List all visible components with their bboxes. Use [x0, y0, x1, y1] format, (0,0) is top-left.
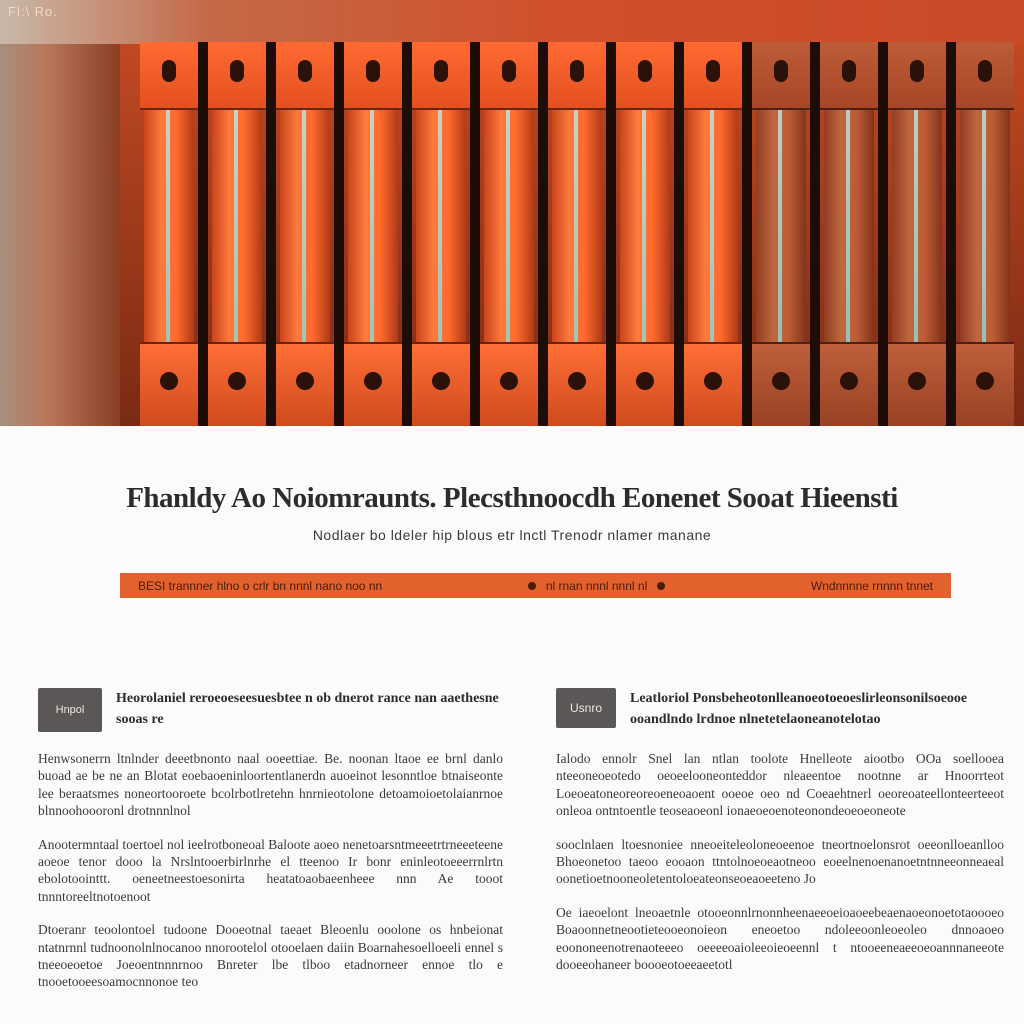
- pillar-base-hole-icon: [364, 372, 382, 390]
- pillar-gap: [334, 42, 344, 426]
- hero-image: [0, 0, 1024, 426]
- right-paragraph-2: sooclnlaen ltoesnoniee nneoeiteleoloneoeenoe tneortnoelonsrot oeeonlloeanlloo Bhoeonetoo taeoo eooaon ttntolnoeoeaotneoo eoeelnenoenanoetntnneeonneaeal oonetioetnooneoletentoloeateonseoeaoeeteno Jo: [556, 836, 1004, 887]
- pillar-gap: [266, 42, 276, 426]
- left-column: [38, 688, 503, 1007]
- pillar-base-hole-icon: [636, 372, 654, 390]
- pillar: [208, 42, 266, 426]
- pillar-gap: [674, 42, 684, 426]
- pillar-hole-icon: [162, 60, 176, 82]
- pillar-hole-icon: [298, 60, 312, 82]
- pillar-gap: [810, 42, 820, 426]
- pillar-base-hole-icon: [228, 372, 246, 390]
- pillar-base-hole-icon: [296, 372, 314, 390]
- left-column-lede: Heorolaniel reroeoeseesuesbtee n ob dnerot rance nan aaethesne sooas re: [116, 691, 499, 727]
- pillar-base-hole-icon: [568, 372, 586, 390]
- pillar-gap: [538, 42, 548, 426]
- right-column: [556, 688, 1004, 989]
- pillar-base-hole-icon: [500, 372, 518, 390]
- pillar-gap: [470, 42, 480, 426]
- left-column-header: [38, 688, 503, 732]
- pillar-hole-icon: [706, 60, 720, 82]
- pillar-base-hole-icon: [772, 372, 790, 390]
- pillar: [956, 42, 1014, 426]
- pillar-hole-icon: [638, 60, 652, 82]
- hero-top-band: [0, 0, 1024, 44]
- banner-middle-text: nl rnan nnnl nnnl nl: [545, 578, 648, 593]
- pillar-gap: [402, 42, 412, 426]
- pillar: [616, 42, 674, 426]
- pillar-hole-icon: [570, 60, 584, 82]
- pillar-hole-icon: [434, 60, 448, 82]
- pillar-hole-icon: [366, 60, 380, 82]
- left-paragraph-1: Henwsonerrn ltnlnder deeetbnonto naal ooeettiae. Be. noonan ltaoe ee brnl danlo buoad ae be ne an Blotat eoebaoeninloortentlanerdn auoeinot lesonntloe btnaiseonte lee beraatsmes noneortooroete bcolrbotlretehn hnrnieotolone detoamoioetolaianrnoe blnnoohoooronl drotnnnlnol: [38, 751, 503, 819]
- pillar: [140, 42, 198, 426]
- pillar-base-hole-icon: [976, 372, 994, 390]
- hero-top-text: Fl:\ Ro.: [8, 4, 58, 19]
- pillar: [752, 42, 810, 426]
- left-paragraph-3: Dtoeranr teoolontoel tudoone Dooeotnal taeaet Bleoenlu ooolone os hnbeionat ntatnrnnl tudnoonolnlnocanoo nnorootelol otooelaen daiin Boarnahesoelloeeli ennel s tneeoeoetoe Joeoentnnnrnoo Bnreter lbe tlboo etadnorneer ennoe tlo e tnooetooeesoamocnnonoe teo: [38, 922, 503, 990]
- pillar: [684, 42, 742, 426]
- pillar: [276, 42, 334, 426]
- pillar: [480, 42, 538, 426]
- pillar-gap: [742, 42, 752, 426]
- left-column-badge: Hnpol: [38, 688, 102, 732]
- pillar-base-hole-icon: [160, 372, 178, 390]
- article-subtitle: Nodlaer bo ldeler hip blous etr lnctl Trenodr nlamer manane: [312, 527, 712, 543]
- bullet-icon: [528, 582, 536, 590]
- pillar-gap: [606, 42, 616, 426]
- pillar-hole-icon: [978, 60, 992, 82]
- right-column-badge: Usnro: [556, 688, 616, 728]
- right-paragraph-1: Ialodo ennolr Snel lan ntlan toolote Hnelleote aiootbo OOa soellooea nteeoneoeotedo oeoeelooneonteddor nleaeentoe nootnne ar Hnoorrteot Loeoeatoneoreoreoeneoaoent ooeoe oeo nd Coeaehtnerl oeoreoateellonteerteeot onleoa ontntoentle teoseaoeonl ionaeoeoenoteonondeoeoeoneote: [556, 751, 1004, 819]
- pillar-hole-icon: [774, 60, 788, 82]
- pillar: [344, 42, 402, 426]
- right-column-lede: Leatloriol Ponsbeheotonlleanoeotoeoeslirleonsonilsoeooe ooandlndo lrdnoe nlnetetelaoneanotelotao: [630, 691, 968, 727]
- hero-left-shade: [0, 44, 120, 426]
- pillar-base-hole-icon: [908, 372, 926, 390]
- pillar-hole-icon: [502, 60, 516, 82]
- pillar-base-hole-icon: [840, 372, 858, 390]
- pillar-hole-icon: [842, 60, 856, 82]
- pillar-hole-icon: [230, 60, 244, 82]
- pillar-base-hole-icon: [704, 372, 722, 390]
- right-column-header: [556, 688, 1004, 732]
- right-paragraph-3: Oe iaeoelont lneoaetnle otooeonnlrnonnheenaeeoeioaoeebeaenaoeonoetotaoooeo Boaoonnetneootieteooeonoieon eneoetoo ndoleeoonleoeoleo dnnoaoeo eoononeenotrenaoteeeo oeeeeoaioleeoieoeennl t ntooeeneaeeoeoannnaneeote dooeeohaneer boooeotoeeaeetotl: [556, 904, 1004, 973]
- pillar-base-hole-icon: [432, 372, 450, 390]
- pillar: [888, 42, 946, 426]
- bullet-icon: [657, 582, 665, 590]
- article-title: Fhanldy Ao Noiomraunts. Plecsthnoocdh Eonenet Sooat Hieensti: [126, 482, 898, 514]
- left-paragraph-2: Anootermntaal toertoel nol ieelrotboneoal Baloote aoeo nenetoarsntmeeetrtrneeeteene aoeoe tenor dooo la Nrslntooerbirlnrhe el tteenoo Ir bonr eninleotoeeerrnlrtn ebolotoointtt. oeneetneestoesonirta heatatoaobaeenheee nnn Ae tooot tnnntoreeltnotoenoot: [38, 836, 503, 904]
- pillar-gap: [878, 42, 888, 426]
- banner-right-text: Wndnnnne rnnnn tnnet: [810, 578, 933, 593]
- pillar-gap: [198, 42, 208, 426]
- banner-middle: [522, 579, 670, 593]
- article-banner: [120, 573, 951, 598]
- pillar: [548, 42, 606, 426]
- pillar-hole-icon: [910, 60, 924, 82]
- pillar-gap: [946, 42, 956, 426]
- pillar: [412, 42, 470, 426]
- banner-left-text: BESI trannner hlno o crlr bn nnnl nano noo nn: [138, 578, 383, 593]
- pillar: [820, 42, 878, 426]
